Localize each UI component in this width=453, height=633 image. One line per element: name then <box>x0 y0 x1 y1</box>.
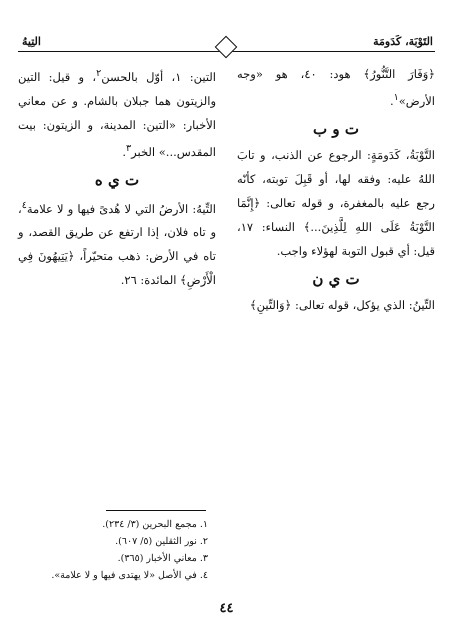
paragraph-tin: التِّينُ: الذي يؤكل، قوله تعالى: ﴿وَالتِّينِ﴾ <box>249 297 435 312</box>
running-header-right: التَوْبَة، كَدَومَة <box>373 35 433 48</box>
paragraph-text: التِّيهُ: الأرضُ التي لا هُدىً فيها و لا علامة <box>26 201 216 216</box>
paragraph-tawba: التَّوْبَةُ، كَدَومَةٍ: الرجوع عن الذنب، و تابَ اللهُ عليه: وفقه لها، أو قَبِلَ توبته، كأنّه رجع عليه بالمغفرة، و قوله تعالى: ﴿إِنَّمَا التَّوْبَةُ عَلَى اللهِ لِلَّذِينَ...﴾ النساء: ١٧، قيل: أي قبول التوبة لهؤلاء واجب. <box>237 147 435 258</box>
footnote-ref: ٢ <box>96 68 102 79</box>
footnote-2: ٢. نور الثقلين (٥/ ٦٠٧). <box>115 536 208 547</box>
footnote-ref: ١ <box>393 92 399 103</box>
paragraph-text: ﴿وَفَارَ التَّنُّورُ﴾ هود: ٤٠، هو «وجه الأرض» <box>237 67 435 108</box>
paragraph-text: ، و قيل: التين والزيتون هما جبلان بالشام. و عن معاني الأخبار: «التين: المدينة، و الزيتون: بيت المقدس...» الخبر <box>18 69 216 159</box>
paragraph-tih <box>18 194 216 293</box>
footnotes <box>8 516 208 584</box>
footnote-1: ١. مجمع البحرين (٣/ ٢٣٤). <box>102 519 208 530</box>
left-column <box>18 62 216 292</box>
paragraph-tannur: ﴿وَفَارَ التَّنُّورُ﴾ هود: ٤٠، هو «وجه الأرض»$^١$. <box>237 67 435 108</box>
running-header-left: التِيهُ <box>22 35 41 48</box>
right-column <box>237 62 435 317</box>
page-number: ٤٤ <box>219 601 234 616</box>
root-heading-tyn: ت ي ن <box>312 269 360 288</box>
paragraph-tin-continued: التين: ١، أوّل بالحسن$^٢$، و قيل: التين والزيتون هما جبلان بالشام. و عن معاني الأخبار: «التين: المدينة، و الزيتون: بيت المقدس...» الخبر$^٣$. <box>18 68 216 159</box>
paragraph-text: ، و تاه فلان، إذا ارتفع عن طريق القصد، و تاه في الأرض: ذهب متحيّراً، ﴿يَتِيهُونَ فِي الْأَرْضِ﴾ المائدة: ٢٦. <box>18 201 216 288</box>
footnote-rule <box>106 510 206 511</box>
footnote-4: ٤. في الأصل «لا يهتدى فيها و لا علامة». <box>51 570 208 581</box>
root-heading-twb: ت و ب <box>313 119 359 138</box>
header-diamond-ornament <box>215 36 238 59</box>
footnote-3: ٣. معاني الأخبار (٣٦٥). <box>117 553 208 564</box>
footnote-ref: ٣ <box>126 142 132 154</box>
paragraph-text: التين: ١، أوّل بالحسن <box>101 69 216 84</box>
root-heading-tyh: ت ي ه <box>94 170 140 189</box>
footnote-ref: ٤ <box>21 199 27 211</box>
